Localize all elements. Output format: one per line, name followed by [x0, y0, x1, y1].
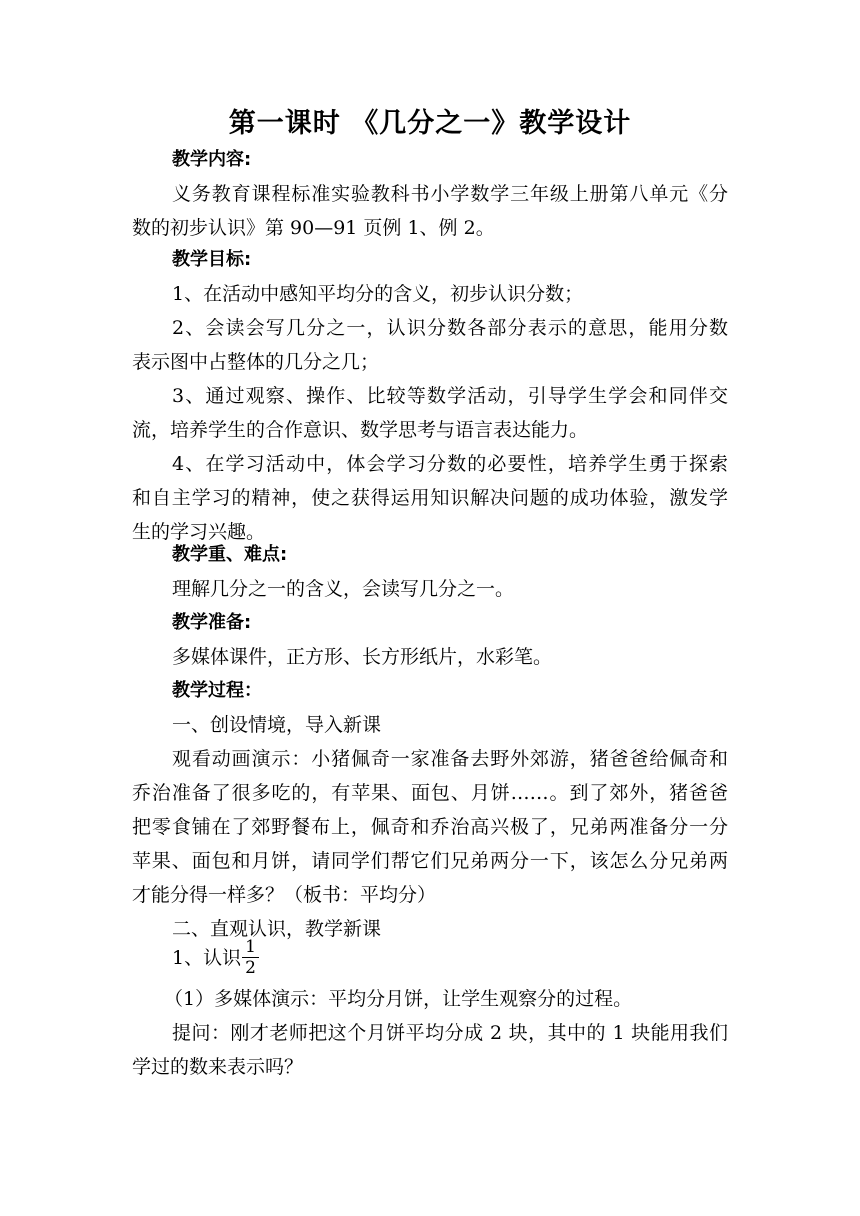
recognize-fraction-row	[132, 938, 728, 980]
goal-item-4-end: 生的学习兴趣。	[132, 521, 266, 543]
goal-item-1: 1、在活动中感知平均分的含义，初步认识分数；	[172, 283, 584, 305]
story-line: 才能分得一样多？（板书：平均分）	[132, 884, 437, 906]
question-line: 学过的数来表示吗？	[132, 1056, 304, 1078]
key-points-text: 理解几分之一的含义，会读写几分之一。	[172, 578, 515, 600]
story-line: 把零食铺在了郊野餐布上，佩奇和乔治高兴极了，兄弟两准备分一分	[132, 816, 728, 838]
goal-item-4-cont: 和自主学习的精神，使之获得运用知识解决问题的成功体验，激发学	[132, 487, 728, 509]
section-key-points	[132, 538, 728, 606]
demo-text: （1）多媒体演示：平均分月饼，让学生观察分的过程。	[164, 988, 633, 1010]
heading-preparation: 教学准备:	[172, 612, 252, 633]
story-line: 观看动画演示：小猪佩奇一家准备去野外郊游，猪爸爸给佩奇和	[172, 748, 728, 770]
process-section-1: 一、创设情境，导入新课	[172, 714, 382, 736]
goal-item-4: 4、在学习活动中，体会学习分数的必要性，培养学生勇于探索	[172, 453, 728, 475]
goal-item-2: 2、会读会写几分之一，认识分数各部分表示的意思，能用分数	[172, 317, 728, 339]
fraction-numerator: 1	[242, 937, 259, 958]
heading-teaching-content: 教学内容:	[172, 149, 252, 170]
story-line: 苹果、面包和月饼，请同学们帮它们兄弟两分一下，该怎么分兄弟两	[132, 850, 728, 872]
goal-item-2-cont: 表示图中占整体的几分之几；	[132, 351, 380, 373]
section-demo	[132, 982, 728, 1084]
heading-process: 教学过程：	[172, 680, 262, 701]
recognize-label: 1、认识	[172, 947, 242, 969]
fraction-one-half	[242, 937, 259, 978]
paragraph-line: 数的初步认识》第 90—91 页例 1、例 2。	[132, 217, 495, 239]
question-line: 提问：刚才老师把这个月饼平均分成 2 块，其中的 1 块能用我们	[172, 1022, 728, 1044]
recognize-fraction-line	[132, 938, 728, 980]
preparation-text: 多媒体课件，正方形、长方形纸片，水彩笔。	[172, 646, 553, 668]
heading-teaching-goals: 教学目标:	[172, 249, 252, 270]
story-line: 乔治准备了很多吃的，有苹果、面包、月饼……。到了郊外，猪爸爸	[132, 782, 728, 804]
section-teaching-goals	[132, 243, 728, 549]
section-process	[132, 674, 728, 946]
goal-item-3-cont: 流，培养学生的合作意识、数学思考与语言表达能力。	[132, 419, 589, 441]
goal-item-3: 3、通过观察、操作、比较等数学活动，引导学生学会和同伴交	[172, 385, 728, 407]
fraction-denominator: 2	[245, 957, 256, 978]
section-teaching-content	[132, 143, 728, 245]
process-section-2: 二、直观认识，教学新课	[172, 918, 382, 940]
document-title: 第一课时 《几分之一》教学设计	[228, 108, 632, 139]
heading-key-points: 教学重、难点:	[172, 544, 288, 565]
section-preparation	[132, 606, 728, 674]
paragraph-line: 义务教育课程标准实验教科书小学数学三年级上册第八单元《分	[172, 183, 728, 205]
